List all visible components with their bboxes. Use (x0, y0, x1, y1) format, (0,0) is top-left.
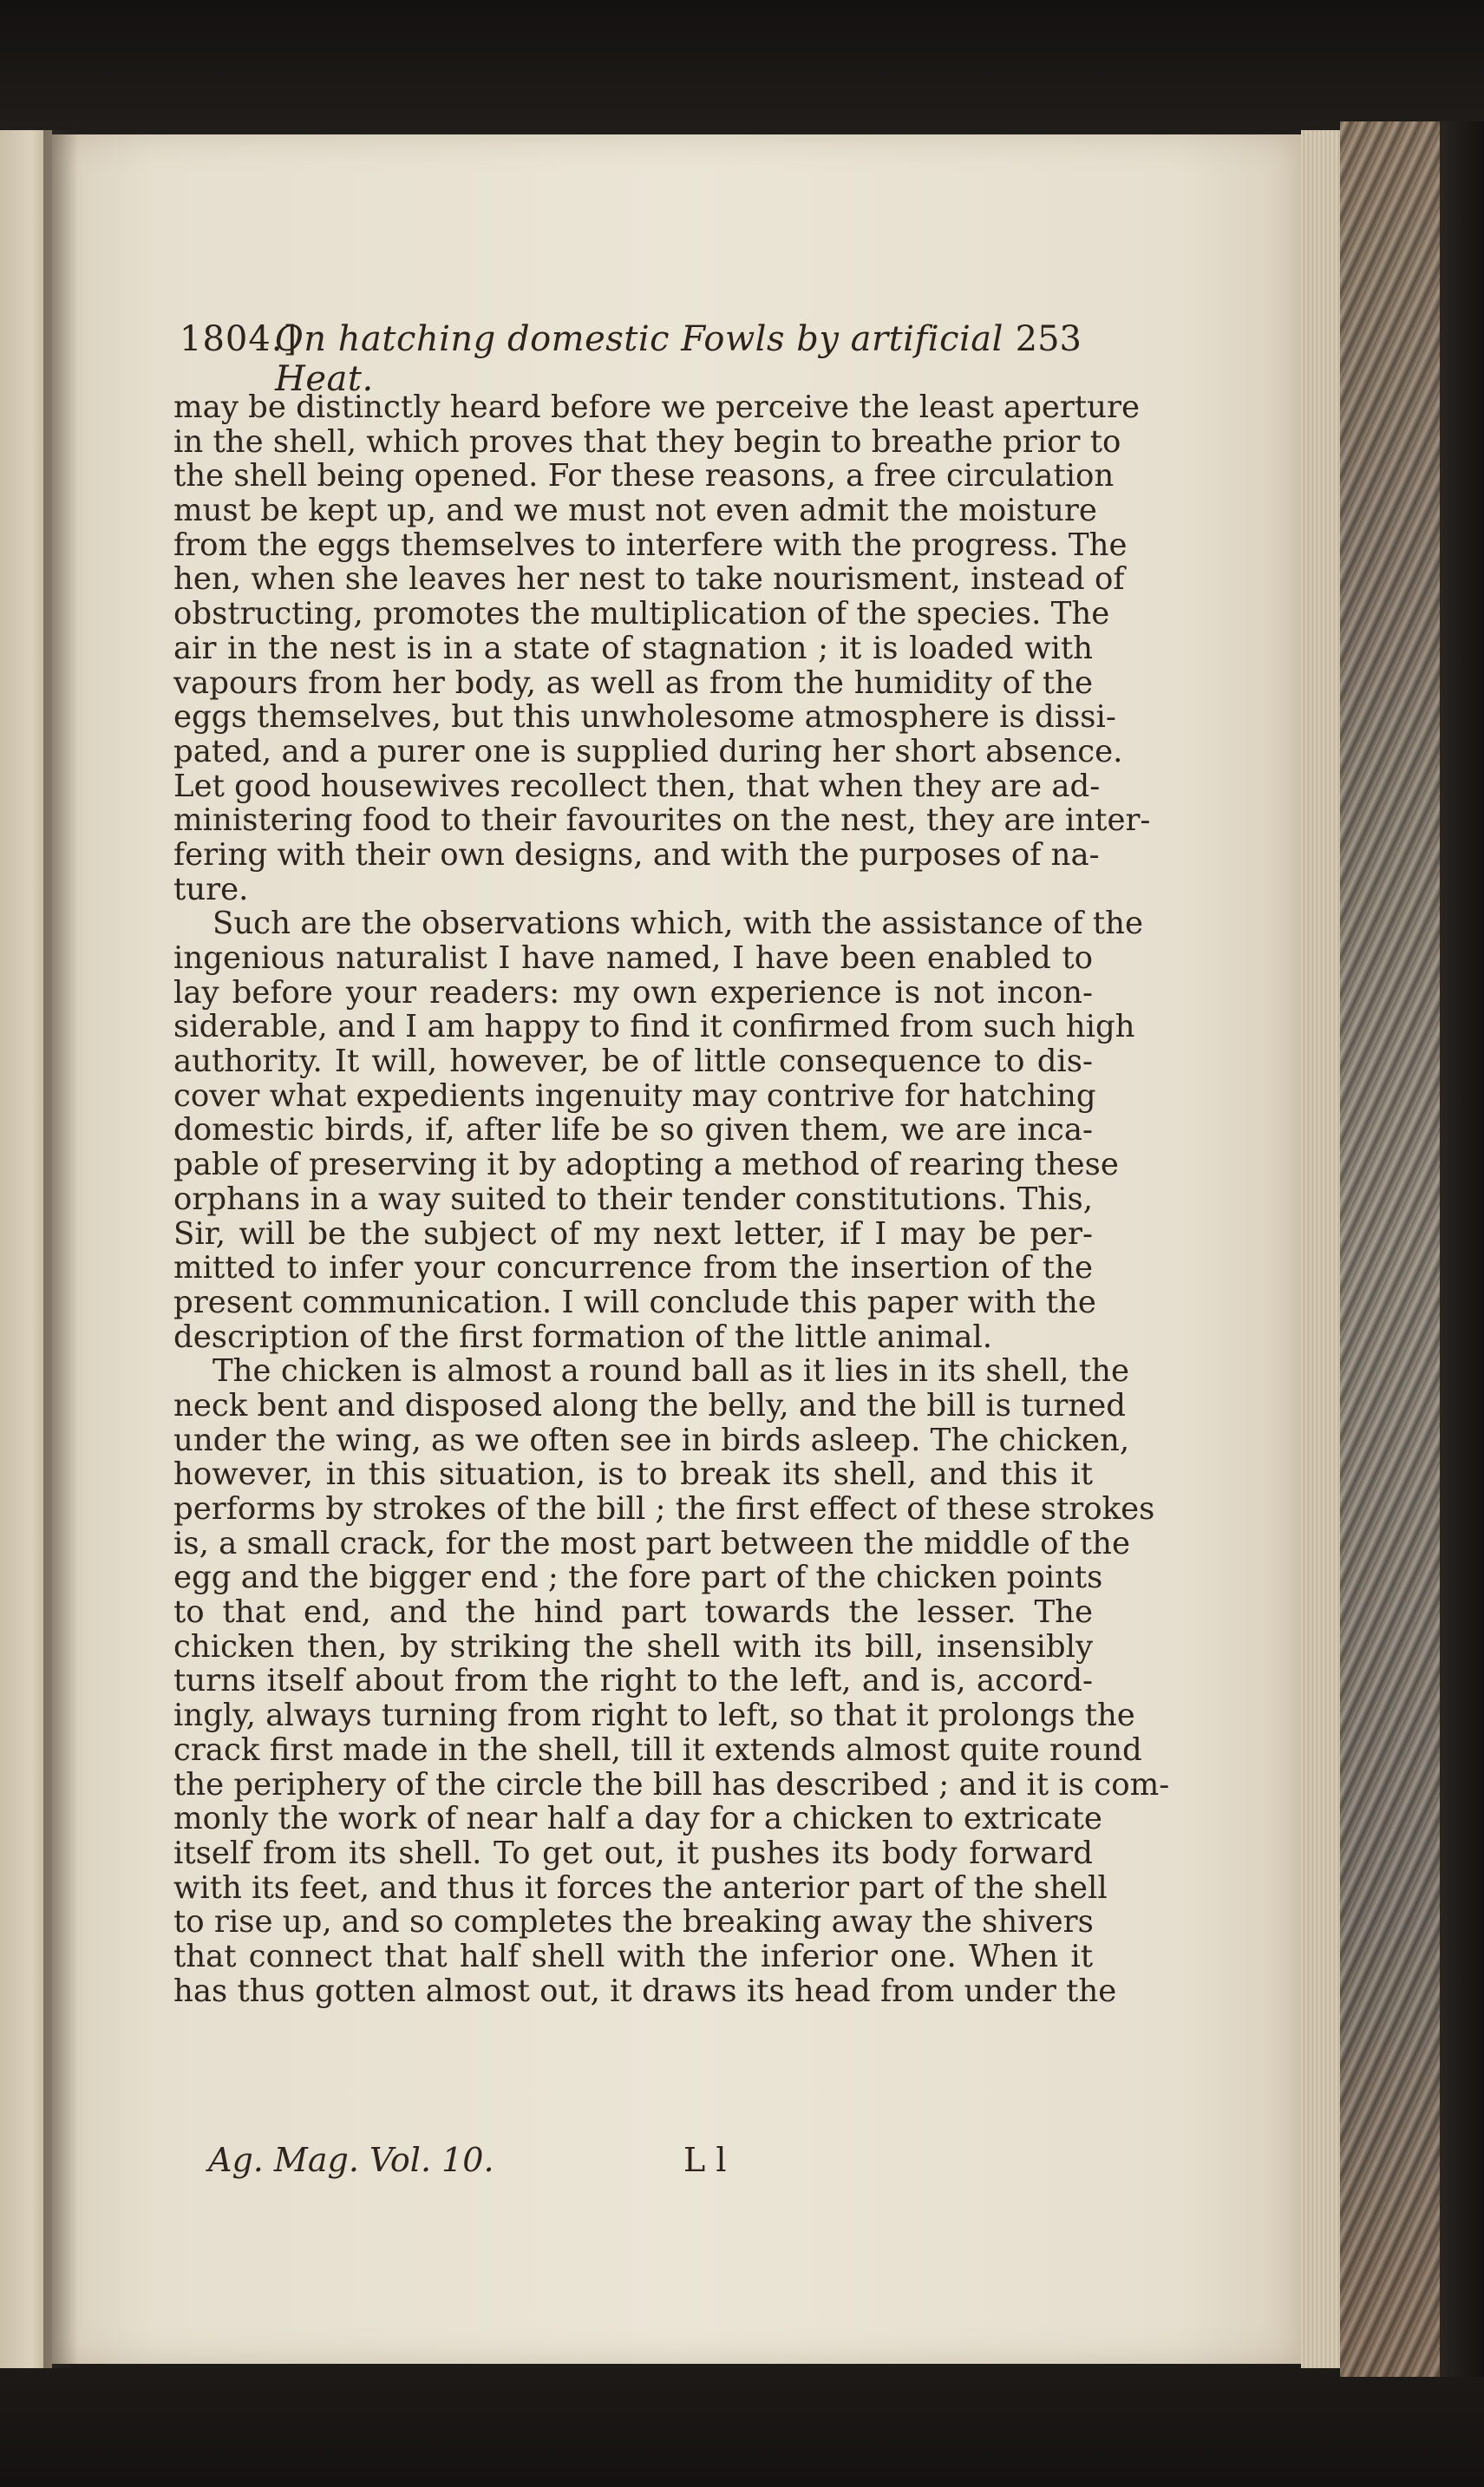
text-line: with its feet, and thus it forces the anterior part of the shell (173, 1869, 1108, 1906)
page-footer (208, 2141, 815, 2184)
text-line: to that end, and the hind part towards the lesser. The (173, 1594, 1093, 1631)
text-line: however, in this situation, is to break its shell, and this it (173, 1456, 1093, 1493)
page-number: 253 (1015, 319, 1082, 359)
text-line: pated, and a purer one is supplied during her short absence. (173, 733, 1123, 769)
text-line: crack first made in the shell, till it extends almost quite round (173, 1731, 1142, 1768)
text-line: from the eggs themselves to interfere with the progress. The (173, 527, 1128, 563)
text-line: siderable, and I am happy to find it confirmed from such high (173, 1009, 1135, 1045)
text-line: lay before your readers: my own experience is not incon- (173, 974, 1093, 1011)
gutter-shadow (43, 130, 78, 2368)
text-line: ingly, always turning from right to left, so that it prolongs the (173, 1698, 1135, 1734)
text-line: ministering food to their favourites on the nest, they are inter- (173, 802, 1151, 839)
text-line: domestic birds, if, after life be so given them, we are inca- (173, 1112, 1093, 1149)
text-line: in the shell, which proves that they begin to breathe prior to (173, 423, 1121, 460)
text-line: chicken then, by striking the shell with its bill, insensibly (173, 1628, 1093, 1665)
text-line: vapours from her body, as well as from the humidity of the (173, 664, 1093, 701)
text-line: under the wing, as we often see in birds asleep. The chicken, (173, 1422, 1130, 1458)
footer-signature: L l (683, 2141, 727, 2179)
text-line: authority. It will, however, be of little consequence to dis- (173, 1044, 1093, 1080)
text-line: orphans in a way suited to their tender constitutions. This, (173, 1181, 1093, 1217)
text-line: has thus gotten almost out, it draws its head from under the (173, 1973, 1117, 2009)
text-line: ture. (173, 871, 249, 907)
page-edges (1301, 130, 1340, 2368)
header-year: 1804.] (180, 319, 298, 359)
text-line: Such are the observations which, with the assistance of the (212, 906, 1144, 942)
running-head (180, 319, 1082, 399)
text-line: itself from its shell. To get out, it pushes its body forward (173, 1835, 1093, 1871)
text-line: must be kept up, and we must not even admit the moisture (173, 493, 1097, 529)
text-line: neck bent and disposed along the belly, and the bill is turned (173, 1387, 1126, 1423)
text-line: present communication. I will conclude this paper with the (173, 1284, 1096, 1320)
text-line: fering with their own designs, and with the purposes of na- (173, 836, 1100, 873)
text-line: Sir, will be the subject of my next letter, if I may be per- (173, 1215, 1093, 1252)
text-line: obstructing, promotes the multiplication of the species. The (173, 596, 1110, 632)
text-line: ingenious naturalist I have named, I have been enabled to (173, 940, 1093, 976)
text-line: mitted to infer your concurrence from the insertion of the (173, 1250, 1093, 1286)
text-line: eggs themselves, but this unwholesome atmosphere is dissi- (173, 699, 1116, 736)
header-title: On hatching domestic Fowls by artificial Heat. (275, 319, 1003, 399)
text-line: is, a small crack, for the most part between the middle of the (173, 1525, 1131, 1561)
text-line: egg and the bigger end ; the fore part of the chicken points (173, 1560, 1103, 1596)
text-line: Let good housewives recollect then, that when they are ad- (173, 768, 1101, 804)
text-line: cover what expedients ingenuity may contrive for hatching (173, 1077, 1096, 1114)
text-line: pable of preserving it by adopting a method of rearing these (173, 1147, 1119, 1183)
marbled-cover (1340, 121, 1444, 2377)
text-line: to rise up, and so completes the breaking away the shivers (173, 1904, 1094, 1941)
text-line: performs by strokes of the bill ; the first effect of these strokes (173, 1491, 1155, 1527)
text-line: air in the nest is in a state of stagnation ; it is loaded with (173, 630, 1093, 666)
text-line: may be distinctly heard before we perceive the least aperture (173, 389, 1141, 425)
text-line: the shell being opened. For these reasons, a free circulation (173, 458, 1115, 494)
text-line: description of the first formation of the little animal. (173, 1319, 993, 1355)
body-text (173, 389, 1170, 2009)
text-line: hen, when she leaves her nest to take nourisment, instead of (173, 561, 1125, 598)
footer-journal: Ag. Mag. Vol. 10. (208, 2141, 494, 2179)
text-line: The chicken is almost a round ball as it lies in its shell, the (212, 1353, 1129, 1390)
text-line: monly the work of near half a day for a chicken to extricate (173, 1801, 1102, 1837)
cover-edge (1440, 121, 1484, 2377)
text-line: the periphery of the circle the bill has described ; and it is com- (173, 1766, 1170, 1803)
text-line: turns itself about from the right to the left, and is, accord- (173, 1663, 1093, 1699)
text-line: that connect that half shell with the inferior one. When it (173, 1938, 1093, 1974)
